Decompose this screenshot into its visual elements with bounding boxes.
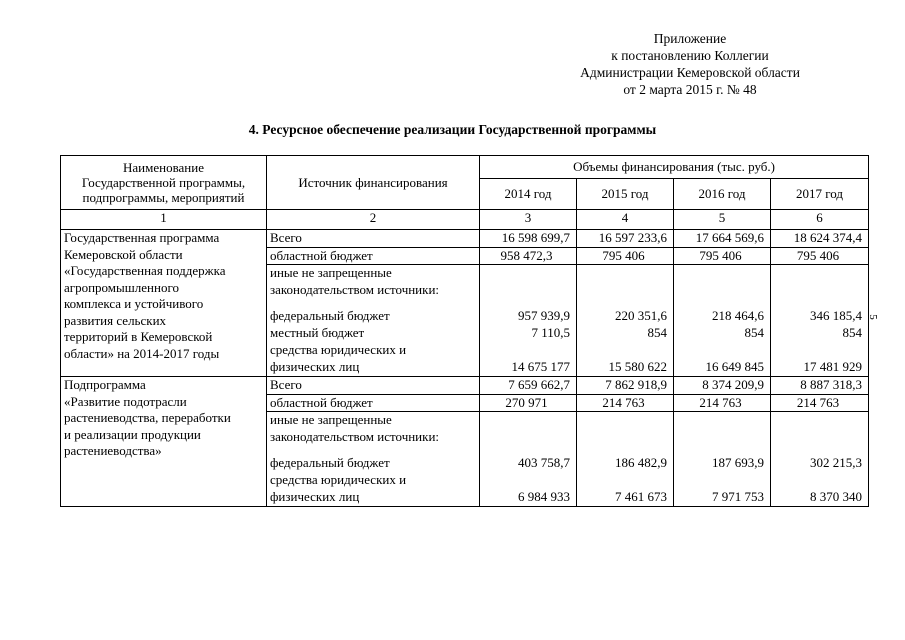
source-line: законодательством источники: (270, 282, 440, 297)
program-name-line: области» на 2014-2017 годы (64, 345, 220, 361)
subprogram-name-line: растениеводства, переработки (64, 410, 231, 425)
program-name-line: развития сельских (64, 312, 167, 328)
federal-value: 403 758,7 (518, 455, 570, 470)
total-value: 17 664 569,6 (674, 230, 771, 248)
other-values-col (771, 265, 869, 377)
header-name-line: Государственной программы, (81, 175, 246, 190)
local-value: 854 (744, 325, 764, 340)
other-values-col (577, 265, 674, 377)
table-row (61, 377, 869, 395)
source-line: физических лиц (270, 489, 360, 504)
table-row (61, 230, 869, 248)
local-value: 854 (842, 325, 863, 340)
federal-value: 220 351,6 (615, 308, 667, 323)
source-line: средства юридических и (270, 342, 407, 357)
subprogram-name-line: и реализации продукции (64, 426, 201, 442)
other-values-col (480, 412, 577, 507)
header-volumes: Объемы финансирования (тыс. руб.) (480, 156, 869, 179)
regional-value: 214 763 (771, 395, 869, 412)
program-name-line: комплекса и устойчивого (64, 296, 204, 311)
total-value: 8 374 209,9 (674, 377, 771, 395)
appendix-line: Приложение (653, 31, 727, 46)
header-year: 2014 год (480, 179, 577, 210)
source-total: Всего (267, 230, 480, 248)
source-line: законодательством источники: (270, 429, 440, 444)
subprogram-name-line: Подпрограмма (64, 377, 146, 392)
private-value: 7 971 753 (712, 489, 764, 504)
private-value: 17 481 929 (803, 359, 863, 374)
header-year: 2015 год (577, 179, 674, 210)
program-name-line: Государственная программа (64, 230, 220, 245)
regional-value: 795 406 (674, 248, 771, 265)
federal-value: 957 939,9 (518, 308, 570, 323)
other-values-col (480, 265, 577, 377)
subprogram-name-line: «Развитие подотрасли (64, 393, 187, 409)
source-regional: областной бюджет (267, 395, 480, 412)
program-name-line: «Государственная поддержка (64, 263, 226, 278)
resource-table (60, 155, 869, 507)
appendix-line: от 2 марта 2015 г. № 48 (623, 82, 757, 97)
total-value: 16 597 233,6 (577, 230, 674, 248)
appendix-line: к постановлению Коллегии (611, 48, 769, 63)
program-name-line: территорий в Кемеровской (64, 329, 213, 344)
column-number: 3 (480, 210, 577, 230)
source-other (267, 265, 480, 377)
local-value: 7 110,5 (531, 325, 570, 340)
source-regional: областной бюджет (267, 248, 480, 265)
header-name-line: Наименование (123, 160, 204, 175)
other-values-col (674, 412, 771, 507)
private-value: 15 580 622 (608, 359, 667, 374)
private-value: 14 675 177 (511, 359, 570, 374)
program-name-line: Кемеровской области (64, 246, 183, 262)
source-line: иные не запрещенные (270, 265, 392, 280)
column-number: 6 (771, 210, 869, 230)
header-year: 2017 год (771, 179, 869, 210)
source-line: физических лиц (270, 359, 360, 374)
federal-value: 218 464,6 (712, 308, 764, 323)
source-other (267, 412, 480, 507)
total-value: 7 862 918,9 (577, 377, 674, 395)
total-value: 8 887 318,3 (771, 377, 869, 395)
federal-value: 187 693,9 (712, 455, 764, 470)
subprogram-name-line: растениеводства» (64, 443, 162, 458)
total-value: 7 659 662,7 (480, 377, 577, 395)
header-name-line: подпрограммы, мероприятий (82, 190, 245, 205)
source-line: местный бюджет (270, 325, 365, 340)
other-values-col (577, 412, 674, 507)
federal-value: 186 482,9 (615, 455, 667, 470)
appendix-header (540, 30, 840, 98)
regional-value: 214 763 (577, 395, 674, 412)
regional-value: 795 406 (577, 248, 674, 265)
column-number: 1 (61, 210, 267, 230)
header-source: Источник финансирования (267, 156, 480, 210)
other-values-col (771, 412, 869, 507)
source-line: средства юридических и (270, 472, 407, 487)
column-number: 4 (577, 210, 674, 230)
source-line: федеральный бюджет (270, 455, 390, 470)
private-value: 16 649 845 (705, 359, 764, 374)
subprogram-name-cell (61, 377, 267, 507)
column-number: 5 (674, 210, 771, 230)
column-number: 2 (267, 210, 480, 230)
program-name-line: агропромышленного (64, 279, 179, 295)
header-year: 2016 год (674, 179, 771, 210)
federal-value: 302 215,3 (810, 455, 863, 470)
appendix-line: Администрации Кемеровской области (580, 65, 800, 80)
total-value: 16 598 699,7 (480, 230, 577, 248)
header-name (61, 156, 267, 210)
program-name-cell (61, 230, 267, 377)
section-title: 4. Ресурсное обеспечение реализации Государственной программы (248, 122, 657, 137)
regional-value: 214 763 (674, 395, 771, 412)
regional-value: 270 971 (480, 395, 577, 412)
federal-value: 346 185,4 (810, 308, 863, 323)
regional-value: 795 406 (771, 248, 869, 265)
private-value: 6 984 933 (518, 489, 570, 504)
total-value: 18 624 374,4 (771, 230, 869, 248)
private-value: 7 461 673 (615, 489, 667, 504)
local-value: 854 (647, 325, 667, 340)
other-values-col (674, 265, 771, 377)
private-value: 8 370 340 (810, 489, 863, 504)
source-line: иные не запрещенные (270, 412, 392, 427)
page-number: 5 (866, 314, 879, 320)
source-line: федеральный бюджет (270, 308, 390, 323)
regional-value: 958 472,3 (480, 248, 577, 265)
source-total: Всего (267, 377, 480, 395)
